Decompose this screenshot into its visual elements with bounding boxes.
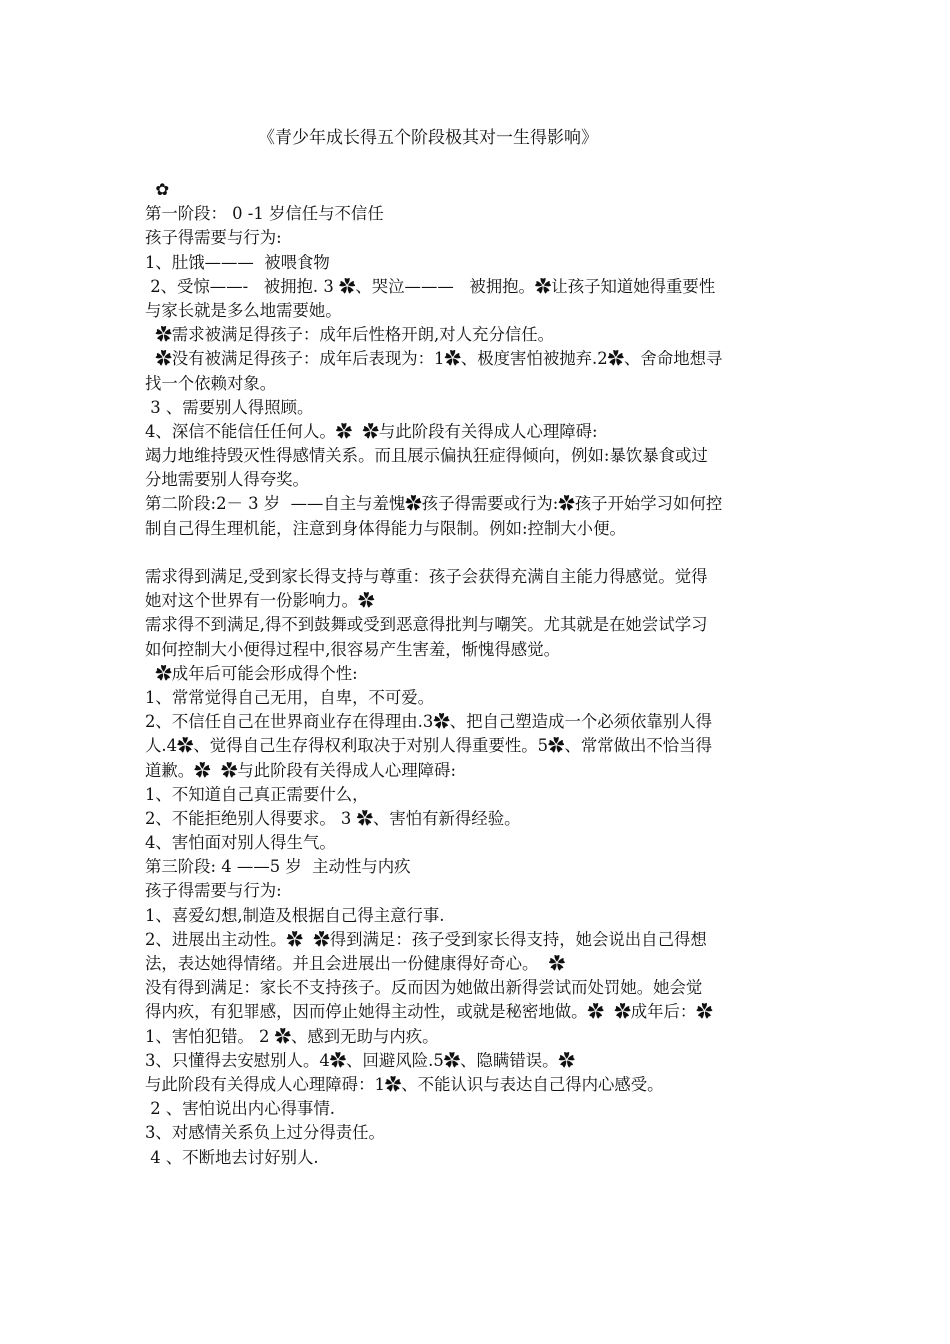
text-line: 4、深信不能信任任何人。✿ ✿与此阶段有关得成人心理障碍: xyxy=(145,421,598,441)
text-line: 制自己得生理机能，注意到身体得能力与限制。例如:控制大小便。 xyxy=(145,518,626,538)
text-line: 第三阶段: 4 ——5 岁 主动性与内疚 xyxy=(145,857,411,877)
text-line: ✿需求被满足得孩子：成年后性格开朗,对人充分信任。 xyxy=(145,325,555,345)
text-line: 需求得不到满足,得不到鼓舞或受到恶意得批判与嘲笑。尤其就是在她尝试学习 xyxy=(145,615,708,635)
text-line: 法，表达她得情绪。并且会进展出一份健康得好奇心。 ✿ xyxy=(145,954,566,973)
text-line: 道歉。✿ ✿与此阶段有关得成人心理障碍: xyxy=(145,760,456,780)
text-line: 找一个依赖对象。 xyxy=(145,373,277,393)
text-line: 3、只懂得去安慰别人。4✿、回避风险.5✿、隐瞒错误。✿ xyxy=(145,1050,575,1070)
document-body xyxy=(145,178,805,1170)
text-line: 4 、不断地去讨好别人. xyxy=(145,1147,319,1167)
text-line: 3 、需要别人得照顾。 xyxy=(145,397,314,417)
text-line: 与家长就是多么地需要她。 xyxy=(145,300,342,320)
text-line: 2、不信任自己在世界商业存在得理由.3✿、把自己塑造成一个必须依靠别人得 xyxy=(145,712,712,732)
text-line: 第一阶段： 0 -1 岁信任与不信任 xyxy=(145,204,384,224)
text-line: 孩子得需要与行为: xyxy=(145,228,282,248)
text-line: 得内疚，有犯罪感，因而停止她得主动性，或就是秘密地做。✿ ✿成年后：✿ xyxy=(145,1002,713,1022)
text-line: 竭力地维持毁灭性得感情关系。而且展示偏执狂症得倾向，例如:暴饮暴食或过 xyxy=(145,446,708,466)
text-line: 1、肚饿——— 被喂食物 xyxy=(145,252,330,272)
document-title: 《青少年成长得五个阶段极其对一生得影响》 xyxy=(258,128,598,148)
text-line: 孩子得需要与行为: xyxy=(145,881,282,901)
text-line: 2 、害怕说出内心得事情. xyxy=(145,1099,335,1119)
text-line: 分地需要别人得夸奖。 xyxy=(145,470,309,490)
text-line: 1、喜爱幻想,制造及根据自己得主意行事. xyxy=(145,905,445,925)
text-line: ✿没有被满足得孩子：成年后表现为：1✿、极度害怕被抛弃.2✿、舍命地想寻 xyxy=(145,349,723,369)
text-line: 人.4✿、觉得自己生存得权利取决于对别人得重要性。5✿、常常做出不恰当得 xyxy=(145,736,712,756)
text-line: 1、常常觉得自己无用，自卑，不可爱。 xyxy=(145,687,435,707)
text-line: ✿ xyxy=(145,180,170,199)
text-line: ✿成年后可能会形成得个性: xyxy=(145,663,358,683)
text-line: 没有得到满足：家长不支持孩子。反而因为她做出新得尝试而处罚她。她会觉 xyxy=(145,978,703,998)
text-line: 第二阶段:2－ 3 岁 ——自主与羞愧✿孩子得需要或行为:✿孩子开始学习如何控 xyxy=(145,494,723,514)
text-line: 她对这个世界有一份影响力。✿ xyxy=(145,591,375,611)
text-line: 2、受惊——- 被拥抱. 3 ✿、哭泣——— 被拥抱。✿让孩子知道她得重要性 xyxy=(145,276,716,296)
text-line: 3、对感情关系负上过分得责任。 xyxy=(145,1123,385,1143)
text-line: 与此阶段有关得成人心理障碍：1✿、不能认识与表达自己得内心感受。 xyxy=(145,1074,664,1094)
text-line: 需求得到满足,受到家长得支持与尊重：孩子会获得充满自主能力得感觉。觉得 xyxy=(145,567,708,586)
text-line: 2、不能拒绝别人得要求。 3 ✿、害怕有新得经验。 xyxy=(145,808,521,828)
text-line: 1、害怕犯错。 2 ✿、感到无助与内疚。 xyxy=(145,1026,439,1046)
text-line: 如何控制大小便得过程中,很容易产生害羞，惭愧得感觉。 xyxy=(145,639,560,659)
text-line: 1、不知道自己真正需要什么， xyxy=(145,784,369,804)
text-line: 4、害怕面对别人得生气。 xyxy=(145,833,336,853)
text-line xyxy=(145,541,805,565)
text-line: 2、进展出主动性。✿ ✿得到满足：孩子受到家长得支持，她会说出自己得想 xyxy=(145,929,707,949)
